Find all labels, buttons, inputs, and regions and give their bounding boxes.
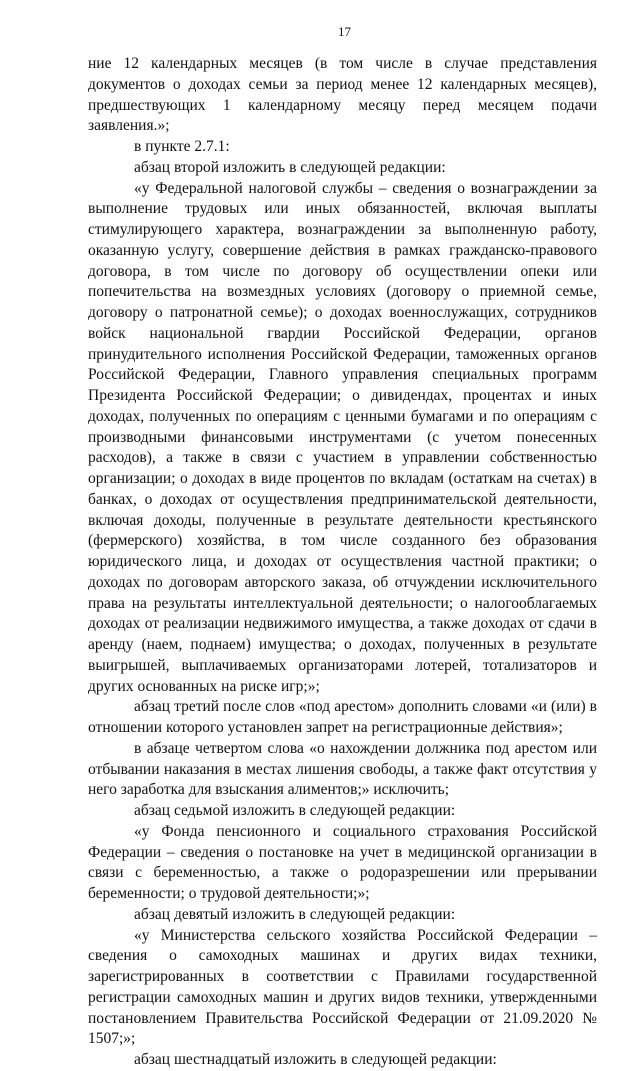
paragraph-amend-third: абзац третий после слов «под арестом» дополнить словами «и (или) в отношении которого установлен запрет на регистрационные действия»; xyxy=(88,698,597,736)
page-number: 17 xyxy=(338,24,351,39)
paragraph-continuation: ние 12 календарных месяцев (в том числе в случае представления документов о доходах семьи за период менее 12 календарных месяцев), предшествующих 1 календарному месяцу перед месяцем подачи заявления.»; xyxy=(88,55,597,135)
paragraph-agriculture-ministry: «у Министерства сельского хозяйства Российской Федерации – сведения о самоходных машинах и других видах техники, зарегистрированных в соответствии с Правилами государственной регистрации самоходных машин и других видов техники, утвержденными постановлением Правительства Российской Федерации от 21.09.2020 № 1507;»; xyxy=(88,926,597,1048)
paragraph-item-2-7-1: в пункте 2.7.1: xyxy=(134,138,230,155)
paragraph-amend-ninth: абзац девятый изложить в следующей редакции: xyxy=(134,905,456,923)
document-body xyxy=(88,54,597,1071)
paragraph-tax-service: «у Федеральной налоговой службы – сведения о вознаграждении за выполнение трудовых или иных обязанностей, включая выплаты стимулирующего характера, вознаграждении за выполненную работу, оказанную услугу, совершение действия в рамках гражданско-правового договора, в том числе по договору об осуществлении опеки или попечительства на возмездных условиях (договору о приемной семье, договору о патронатной семье); о доходах военнослужащих, сотрудников войск национальной гвардии Российской Федерации, органов принудительного исполнения Российской Федерации, таможенных органов Российской Федерации, Главного управления специальных программ Президента Российской Федерации; о дивидендах, процентах и иных доходах, полученных по операциям с ценными бумагами и по операциям с производными финансовыми инструментами (с учетом понесенных расходов), а также в связи с участием в управлении собственностью организации; о доходах в виде процентов по вкладам (остаткам на счетах) в банках, о доходах от осуществления предпринимательской деятельности, включая доходы, полученные в результате деятельности крестьянского (фермерского) хозяйства, в том числе созданного без образования юридического лица, и доходах от осуществления частной практики; о доходах по договорам авторского заказа, об отчуждении исключительного права на результаты интеллектуальной деятельности; о налогооблагаемых доходах от реализации недвижимого имущества, а также доходах от сдачи в аренду (наем, поднаем) имущества; о доходах, полученных в результате выигрышей, выплачиваемых организаторами лотерей, тотализаторов и других основанных на риске игр;»; xyxy=(88,179,597,695)
paragraph-amend-second: абзац второй изложить в следующей редакции: xyxy=(134,158,446,176)
paragraph-amend-fourth: в абзаце четвертом слова «о нахождении должника под арестом или отбывании наказания в местах лишения свободы, а также факт отсутствия у него заработка для взыскания алиментов;» исключить; xyxy=(88,739,597,799)
paragraph-pension-fund: «у Фонда пенсионного и социального страхования Российской Федерации – сведения о постановке на учет в медицинской организации в связи с беременностью, а также о родоразрешении или прерывании беременности; о трудовой деятельности;»; xyxy=(88,822,597,902)
paragraph-amend-seventh: абзац седьмой изложить в следующей редакции: xyxy=(134,802,456,819)
paragraph-amend-sixteenth: абзац шестнадцатый изложить в следующей редакции: xyxy=(134,1051,497,1068)
